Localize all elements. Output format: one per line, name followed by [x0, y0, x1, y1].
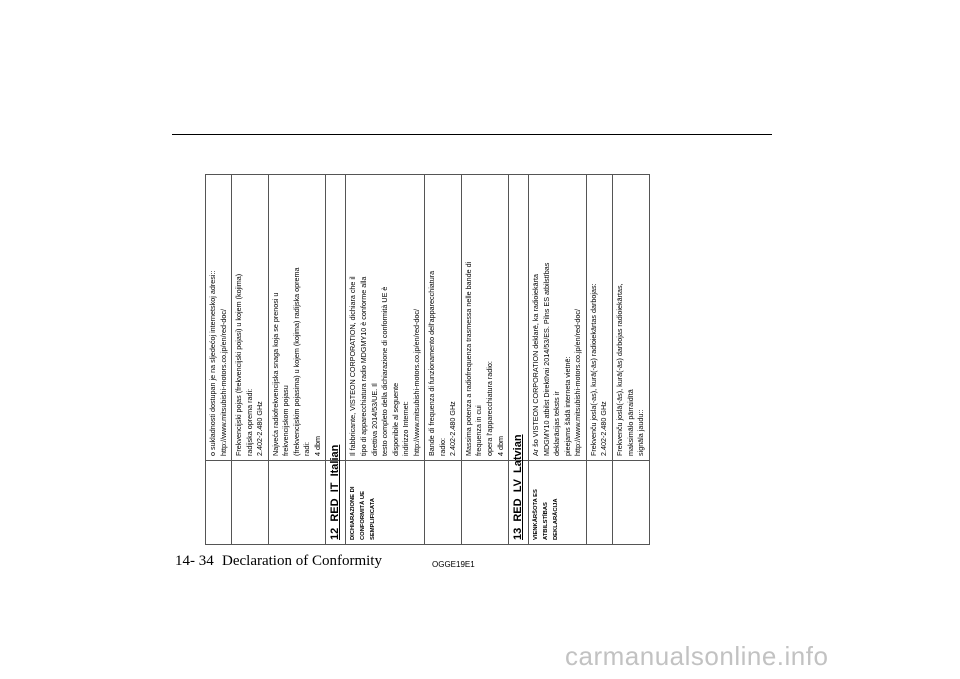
- language-heading-row: [326, 175, 346, 545]
- declaration-table: [205, 174, 650, 545]
- watermark: carmanualsonline.info: [565, 641, 829, 671]
- content-cell: [232, 175, 269, 461]
- content-line: Ar šo VISTEON CORPORATION deklarē, ka radioiekārta: [531, 273, 541, 456]
- content-line: 4 dbm: [312, 436, 322, 456]
- content-line: radijska oprema radi:: [244, 388, 254, 456]
- content-line: frequenza in cui: [474, 405, 484, 456]
- table-row: [612, 175, 649, 545]
- content-line: opera l'apparecchiatura radio:: [485, 361, 495, 456]
- content-line: Frekvenču josla(-as), kurā(-ās) radioiekārtas darbojas:: [588, 283, 598, 456]
- table-row: [461, 175, 508, 545]
- heading-spacer-cell: [326, 175, 346, 461]
- label-cell: [586, 461, 612, 545]
- content-line: 2.402-2.480 GHz: [448, 401, 458, 456]
- label-cell: [425, 461, 462, 545]
- label-line: DEKLARĀCIJA: [553, 498, 560, 540]
- content-cell: [586, 175, 612, 461]
- content-line: Najveća radiofrekvencijska snaga koja se prenosi u: [270, 292, 280, 456]
- content-line: maksimālo pārraidītā: [625, 389, 635, 456]
- language-heading: 12_RED_IT_Italian: [329, 444, 342, 540]
- content-line: frekvencijskom pojasu: [281, 385, 291, 456]
- content-line: (frekvencijskim pojasima) u kojem (kojima) radijska oprema: [291, 267, 301, 456]
- content-line: signāla jaudu::: [636, 409, 646, 456]
- content-line: testo completo della dichiarazione di conformità UE è: [380, 286, 390, 456]
- label-line: CONFORMITÀ UE: [360, 491, 367, 540]
- label-line: VIENKĀRŠOTA ES: [533, 489, 540, 540]
- content-line: o sukladnosti dostupan je na sljedećoj internetskoj adresi::: [208, 270, 217, 456]
- content-line: http://www.mitsubishi-motors.co.jp/en/red-doc/: [218, 309, 228, 456]
- content-line: deklarācijas teksts ir: [552, 391, 562, 456]
- table-row: [346, 175, 425, 545]
- content-cell: [612, 175, 649, 461]
- content-line: indirizzo Internet:: [401, 401, 411, 456]
- table-row: [586, 175, 612, 545]
- content-line: disponibile al seguente: [390, 382, 400, 456]
- content-cell: [268, 175, 326, 461]
- content-cell: [461, 175, 508, 461]
- label-cell: [461, 461, 508, 545]
- content-line: http://www.mitsubishi-motors.co.jp/en/red-doc/: [411, 309, 421, 456]
- document-code: OGGE19E1: [432, 560, 475, 569]
- content-line: tipo di apparecchiatura radio MDGMY10 è conforme alla: [359, 276, 369, 456]
- label-cell: [206, 461, 232, 545]
- declaration-table-rotated: [205, 175, 646, 545]
- content-line: MDGMY10 atbilst Direktīvai 2014/53/ES. Pilns ES atbilstības: [541, 262, 551, 456]
- content-line: Massima potenza a radiofrequenza trasmessa nelle bande di: [463, 261, 473, 456]
- content-line: radio:: [437, 438, 447, 456]
- content-cell: [346, 175, 425, 461]
- content-line: direttiva 2014/53/UE. Il: [369, 383, 379, 456]
- label-line: DICHIARAZIONE DI: [350, 486, 357, 540]
- content-cell: [425, 175, 462, 461]
- header-rule: [172, 134, 772, 135]
- heading-cell: [326, 444, 346, 545]
- section-title: Declaration of Conformity: [222, 553, 382, 569]
- table-row: [232, 175, 269, 545]
- label-cell: [612, 461, 649, 545]
- content-line: Bande di frequenza di funzionamento dell'apparecchiatura: [427, 270, 437, 456]
- content-line: pieejams šādā interneta vietnē:: [562, 356, 572, 456]
- label-line: SEMPLIFICATA: [370, 498, 377, 540]
- content-line: Frekvencijski pojas (frekvencijski pojasi) u kojem (kojima): [234, 273, 244, 456]
- heading-cell: [509, 434, 529, 545]
- label-cell: [232, 461, 269, 545]
- content-line: http://www.mitsubishi-motors.co.jp/en/red-doc/: [573, 309, 583, 456]
- content-cell: [529, 175, 587, 461]
- label-cell: [268, 461, 326, 545]
- label-cell: [529, 461, 587, 545]
- heading-spacer-cell: [509, 175, 529, 461]
- content-line: 2.402-2.480 GHz: [255, 401, 265, 456]
- label-line: ATBILSTĪBAS: [543, 502, 550, 540]
- page-number: 14- 34: [175, 553, 214, 569]
- table-row: [206, 175, 232, 545]
- language-heading: 13_RED_LV_Latvian: [512, 434, 525, 540]
- content-cell: [206, 175, 232, 461]
- content-line: 2.402-2.480 GHz: [599, 401, 609, 456]
- declaration-table-body: [206, 175, 650, 545]
- label-cell: [346, 461, 425, 545]
- table-row: [425, 175, 462, 545]
- table-row: [268, 175, 326, 545]
- language-heading-row: [509, 175, 529, 545]
- content-line: Il fabbricante, VISTEON CORPORATION, dichiara che il: [348, 276, 358, 456]
- content-line: 4 dbm: [495, 436, 505, 456]
- content-line: radi:: [302, 442, 312, 456]
- table-row: [529, 175, 587, 545]
- content-line: Frekvenču joslā(-ās), kurā(-ās) darbojas radioiekārtas,: [614, 283, 624, 456]
